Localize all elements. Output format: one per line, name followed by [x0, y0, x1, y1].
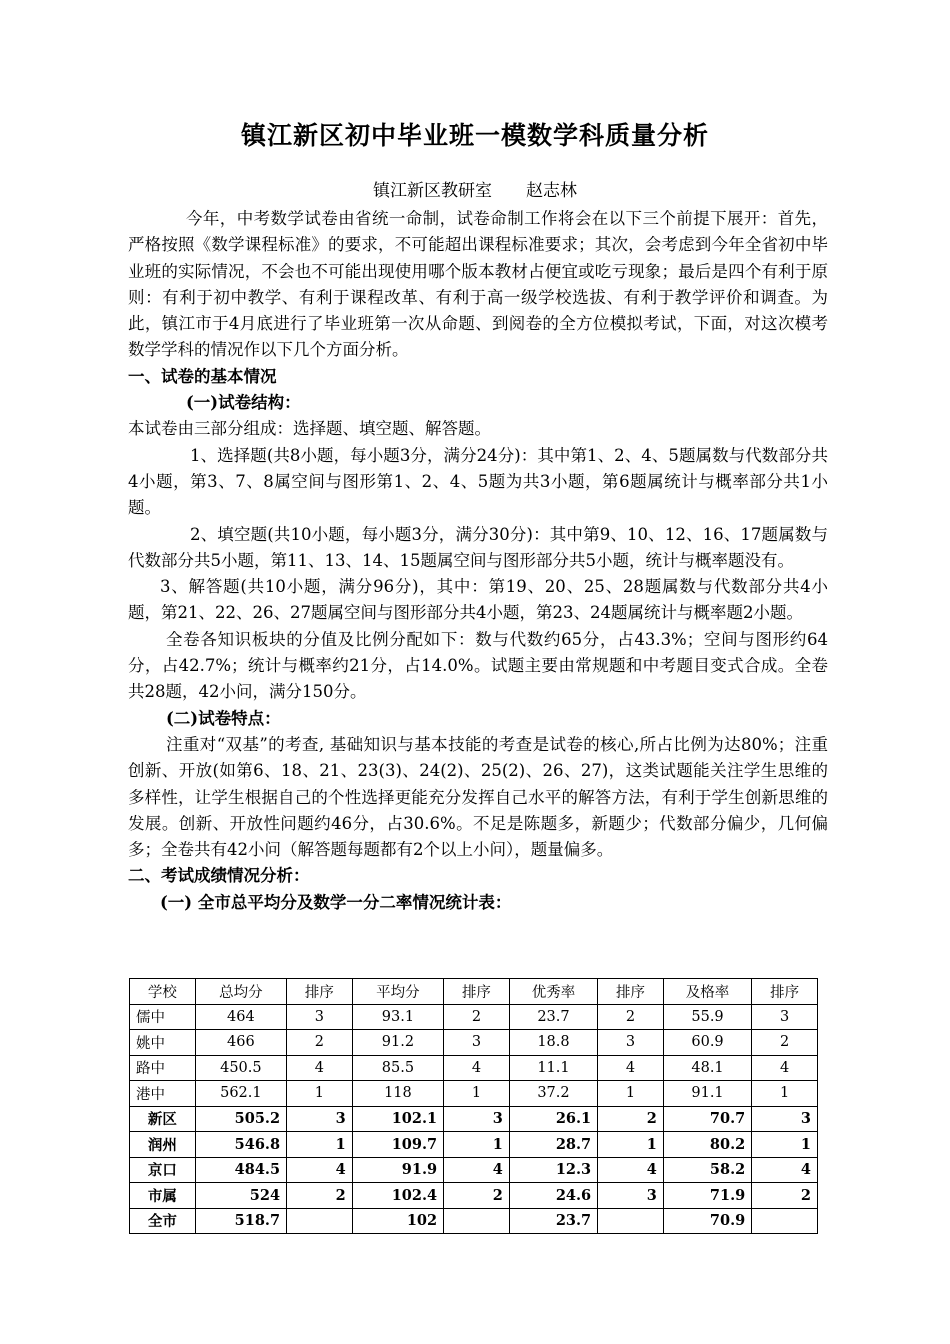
table-cell: 109.7 — [352, 1132, 443, 1158]
structure-paragraph: 本试卷由三部分组成：选择题、填空题、解答题。 — [128, 419, 491, 439]
table-cell: 3 — [598, 1030, 664, 1056]
table-cell: 70.9 — [663, 1208, 751, 1234]
table-cell: 546.8 — [195, 1132, 286, 1158]
table-cell: 484.5 — [195, 1157, 286, 1183]
table-row — [130, 1157, 818, 1183]
table-cell: 2 — [752, 1183, 818, 1209]
row-label-cell: 市属 — [130, 1183, 196, 1209]
table-cell: 70.7 — [663, 1106, 751, 1132]
table-cell: 2 — [287, 1183, 353, 1209]
table-cell: 118 — [352, 1081, 443, 1107]
table-cell: 3 — [444, 1106, 510, 1132]
table-cell: 28.7 — [509, 1132, 597, 1158]
table-cell: 2 — [752, 1030, 818, 1056]
table-cell: 4 — [752, 1055, 818, 1081]
section-heading-2: 二、考试成绩情况分析： — [128, 866, 310, 886]
table-cell: 102.4 — [352, 1183, 443, 1209]
table-cell: 518.7 — [195, 1208, 286, 1234]
row-label-cell: 路中 — [130, 1055, 196, 1081]
document-body — [128, 206, 828, 916]
row-label-cell: 姚中 — [130, 1030, 196, 1056]
choice-questions-paragraph: 1、选择题(共8小题，每小题3分，满分24分)：其中第1、2、4、5题属数与代数部分共4小题，第3、7、8属空间与图形第1、2、4、5题为共3小题，第6题属统计与概率部分共1小题。 — [128, 445, 828, 518]
table-cell: 4 — [598, 1157, 664, 1183]
table-cell: 3 — [752, 1004, 818, 1030]
row-label-cell: 新区 — [130, 1106, 196, 1132]
table-cell: 466 — [195, 1030, 286, 1056]
header-rank: 排序 — [752, 979, 818, 1005]
table-cell: 3 — [598, 1183, 664, 1209]
header-avg: 平均分 — [352, 979, 443, 1005]
table-cell: 3 — [444, 1030, 510, 1056]
table-cell: 37.2 — [509, 1081, 597, 1107]
document-title: 镇江新区初中毕业班一模数学科质量分析 — [240, 121, 709, 150]
table-cell: 4 — [752, 1157, 818, 1183]
table-cell: 1 — [444, 1081, 510, 1107]
row-label-cell: 儒中 — [130, 1004, 196, 1030]
author-line — [0, 176, 950, 201]
table-cell: 1 — [752, 1132, 818, 1158]
table-cell: 562.1 — [195, 1081, 286, 1107]
row-label-cell: 全市 — [130, 1208, 196, 1234]
table-row — [130, 1030, 818, 1056]
table-row — [130, 1183, 818, 1209]
table-cell: 1 — [444, 1132, 510, 1158]
table-row — [130, 1081, 818, 1107]
table-cell: 71.9 — [663, 1183, 751, 1209]
row-label-cell: 港中 — [130, 1081, 196, 1107]
table-cell: 1 — [287, 1081, 353, 1107]
header-total-avg: 总均分 — [195, 979, 286, 1005]
table-cell: 11.1 — [509, 1055, 597, 1081]
intro-paragraph: 今年，中考数学试卷由省统一命制，试卷命制工作将会在以下三个前提下展开：首先，严格按照《数学课程标准》的要求，不可能超出课程标准要求；其次，会考虑到今年全省初中毕业班的实际情况，不会也不可能出现使用哪个版本教材占便宜或吃亏现象；最后是四个有利于原则：有利于初中教学、有利于课程改革、有利于高一级学校选拔、有利于教学评价和调查。为此，镇江市于4月底进行了毕业班第一次从命题、到阅卷的全方位模拟考试，下面，对这次模考数学学科的情况作以下几个方面分析。 — [128, 209, 828, 360]
table-cell: 505.2 — [195, 1106, 286, 1132]
subsection-heading-stats: (一) 全市总平均分及数学一分二率情况统计表： — [160, 892, 512, 912]
table-cell: 12.3 — [509, 1157, 597, 1183]
table-cell: 85.5 — [352, 1055, 443, 1081]
table-cell: 4 — [287, 1055, 353, 1081]
table-cell: 48.1 — [663, 1055, 751, 1081]
answer-questions-paragraph: 3、解答题(共10小题，满分96分)，其中：第19、20、25、28题属数与代数部分共4小题，第21、22、26、27题属空间与图形部分共4小题，第23、24题属统计与概率题2小题。 — [128, 577, 828, 623]
features-paragraph: 注重对“双基”的考查, 基础知识与基本技能的考查是试卷的核心,所占比例为达80%；注重创新、开放(如第6、18、21、23(3)、24(2)、25(2)、26、27)，这类试题能关注学生思维的多样性，让学生根据自己的个性选择更能充分发挥自己水平的解答方法，有利于学生创新思维的发展。创新、开放性问题约46分，占30.6%。不足是陈题多，新题少；代数部分偏少，几何偏多；全卷共有42小问（解答题每题都有2个以上小问），题量偏多。 — [128, 734, 828, 860]
table-cell: 3 — [287, 1004, 353, 1030]
table-cell: 1 — [598, 1081, 664, 1107]
header-rank: 排序 — [444, 979, 510, 1005]
row-label-cell: 京口 — [130, 1157, 196, 1183]
table-cell: 4 — [287, 1157, 353, 1183]
header-rank: 排序 — [287, 979, 353, 1005]
table-cell: 23.7 — [509, 1004, 597, 1030]
score-statistics-table — [129, 978, 818, 1234]
table-cell: 450.5 — [195, 1055, 286, 1081]
table-cell — [444, 1208, 510, 1234]
table-cell: 2 — [444, 1004, 510, 1030]
table-cell: 60.9 — [663, 1030, 751, 1056]
table-cell: 524 — [195, 1183, 286, 1209]
table-cell: 4 — [444, 1157, 510, 1183]
table-cell: 2 — [287, 1030, 353, 1056]
header-excellent-rate: 优秀率 — [509, 979, 597, 1005]
table-row — [130, 1132, 818, 1158]
table-cell: 24.6 — [509, 1183, 597, 1209]
table-cell: 80.2 — [663, 1132, 751, 1158]
header-school: 学校 — [130, 979, 196, 1005]
table-row — [130, 1004, 818, 1030]
table-cell: 2 — [444, 1183, 510, 1209]
table-cell: 26.1 — [509, 1106, 597, 1132]
table-cell: 2 — [598, 1106, 664, 1132]
table-cell: 91.2 — [352, 1030, 443, 1056]
table-cell: 55.9 — [663, 1004, 751, 1030]
subsection-heading-structure: (一)试卷结构： — [186, 393, 301, 413]
table-cell: 91.1 — [663, 1081, 751, 1107]
table-cell: 58.2 — [663, 1157, 751, 1183]
table-cell: 4 — [598, 1055, 664, 1081]
author-name: 赵志林 — [526, 181, 577, 201]
table-row — [130, 1208, 818, 1234]
table-cell — [752, 1208, 818, 1234]
table-cell — [598, 1208, 664, 1234]
table-cell — [287, 1208, 353, 1234]
table-cell: 3 — [287, 1106, 353, 1132]
table-cell: 102.1 — [352, 1106, 443, 1132]
table-cell: 93.1 — [352, 1004, 443, 1030]
table-cell: 91.9 — [352, 1157, 443, 1183]
table-cell: 1 — [752, 1081, 818, 1107]
table-header-row — [130, 979, 818, 1005]
section-heading-1: 一、试卷的基本情况 — [128, 366, 277, 386]
fill-questions-paragraph: 2、填空题(共10小题，每小题3分，满分30分)：其中第9、10、12、16、17题属数与代数部分共5小题，第11、13、14、15题属空间与图形部分共5小题，统计与概率题没有。 — [128, 524, 828, 570]
table-cell: 1 — [598, 1132, 664, 1158]
author-org: 镇江新区教研室 — [373, 181, 492, 201]
table-cell: 102 — [352, 1208, 443, 1234]
header-pass-rate: 及格率 — [663, 979, 751, 1005]
table-row — [130, 1106, 818, 1132]
score-distribution-paragraph: 全卷各知识板块的分值及比例分配如下：数与代数约65分，占43.3%；空间与图形约64分，占42.7%；统计与概率约21分，占14.0%。试题主要由常规题和中考题目变式合成。全卷共28题，42小问，满分150分。 — [128, 629, 828, 702]
header-rank: 排序 — [598, 979, 664, 1005]
subsection-heading-features: (二)试卷特点： — [166, 708, 281, 728]
table-cell: 23.7 — [509, 1208, 597, 1234]
table-cell: 18.8 — [509, 1030, 597, 1056]
table-cell: 2 — [598, 1004, 664, 1030]
row-label-cell: 润州 — [130, 1132, 196, 1158]
table-cell: 464 — [195, 1004, 286, 1030]
table-cell: 3 — [752, 1106, 818, 1132]
table-cell: 1 — [287, 1132, 353, 1158]
table-row — [130, 1055, 818, 1081]
table-cell: 4 — [444, 1055, 510, 1081]
